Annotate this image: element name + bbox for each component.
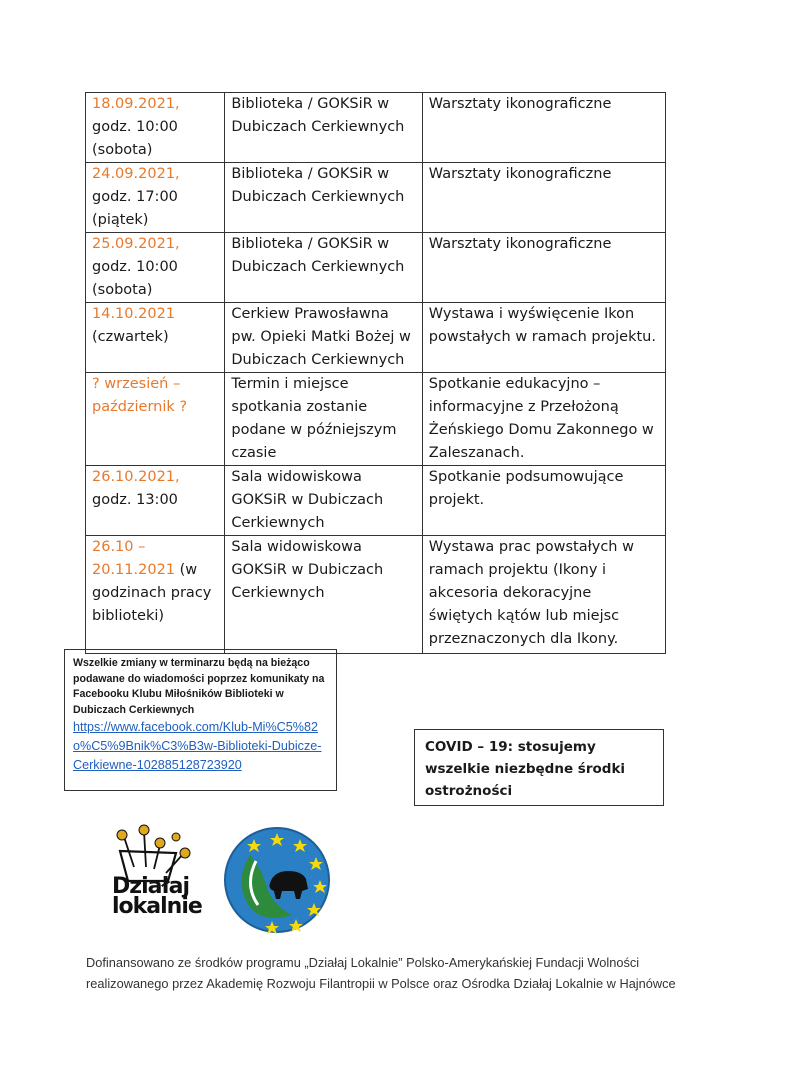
schedule-changes-notice (64, 649, 337, 791)
event-cell: Spotkanie edukacyjno – informacyjne z Przełożoną Żeńskiego Domu Zakonnego w Zaleszanach. (422, 373, 665, 466)
table-row (86, 233, 666, 303)
date-cell (86, 303, 225, 373)
date-cell (86, 163, 225, 233)
date-detail: godz. 17:00 (piątek) (92, 189, 178, 228)
table-row (86, 303, 666, 373)
place-cell: Termin i miejsce spotkania zostanie podane w późniejszym czasie (225, 373, 422, 466)
date-detail: godz. 13:00 (92, 492, 178, 508)
date-highlight: 14.10.2021 (92, 306, 176, 322)
place-cell: Cerkiew Prawosławna pw. Opieki Matki Bożej w Dubiczach Cerkiewnych (225, 303, 422, 373)
date-detail: (w godzinach pracy biblioteki) (92, 562, 212, 624)
event-cell: Warsztaty ikonograficzne (422, 233, 665, 303)
table-row (86, 163, 666, 233)
eu-bison-logo (222, 825, 332, 935)
funding-footer: Dofinansowano ze środków programu „Działaj Lokalnie” Polsko-Amerykańskiej Fundacji Wolności realizowanego przez Akademię Rozwoju Filantropii w Polsce oraz Ośrodka Działaj Lokalnie w Hajnówce (86, 955, 676, 991)
date-cell (86, 536, 225, 654)
dzialaj-lokalnie-logo (110, 823, 200, 933)
date-cell (86, 466, 225, 536)
table-row (86, 373, 666, 466)
date-detail: (czwartek) (92, 329, 169, 345)
date-detail: godz. 10:00 (sobota) (92, 119, 178, 158)
event-cell: Warsztaty ikonograficzne (422, 93, 665, 163)
place-cell: Biblioteka / GOKSiR w Dubiczach Cerkiewnych (225, 233, 422, 303)
date-highlight: 26.10.2021, (92, 469, 180, 485)
notice-text: Wszelkie zmiany w terminarzu będą na bieżąco podawane do wiadomości poprzez komunikaty na Facebooku Klubu Miłośników Biblioteki w Dubiczach Cerkiewnych (73, 657, 325, 716)
table-row (86, 93, 666, 163)
place-cell: Sala widowiskowa GOKSiR w Dubiczach Cerkiewnych (225, 466, 422, 536)
date-highlight: ? wrzesień – październik ? (92, 376, 188, 415)
table-row (86, 466, 666, 536)
date-highlight: 18.09.2021, (92, 96, 180, 112)
date-cell (86, 93, 225, 163)
logo-text (112, 874, 202, 919)
date-highlight: 25.09.2021, (92, 236, 180, 252)
logo-line-2: lokalnie (112, 894, 202, 919)
event-cell: Spotkanie podsumowujące projekt. (422, 466, 665, 536)
event-cell: Wystawa prac powstałych w ramach projektu (Ikony i akcesoria dekoracyjne świętych kątów lub miejsc przeznaczonych dla Ikony. (422, 536, 665, 654)
schedule-body (86, 93, 666, 654)
date-cell (86, 373, 225, 466)
place-cell: Biblioteka / GOKSiR w Dubiczach Cerkiewnych (225, 163, 422, 233)
date-highlight: 24.09.2021, (92, 166, 180, 182)
event-cell: Warsztaty ikonograficzne (422, 163, 665, 233)
event-cell: Wystawa i wyświęcenie Ikon powstałych w ramach projektu. (422, 303, 665, 373)
date-cell (86, 233, 225, 303)
schedule-table (85, 92, 666, 654)
date-highlight: 26.10 – 20.11.2021 (92, 539, 176, 578)
facebook-link[interactable]: https://www.facebook.com/Klub-Mi%C5%82o%C5%9Bnik%C3%B3w-Biblioteki-Dubicze-Cerkiewne-102885128723920 (73, 720, 322, 772)
covid-notice: COVID – 19: stosujemy wszelkie niezbędne środki ostrożności (414, 729, 664, 806)
table-row (86, 536, 666, 654)
date-detail: godz. 10:00 (sobota) (92, 259, 178, 298)
place-cell: Sala widowiskowa GOKSiR w Dubiczach Cerkiewnych (225, 536, 422, 654)
logo-line-1: Działaj (112, 874, 190, 899)
bison-emblem-icon (222, 825, 332, 935)
place-cell: Biblioteka / GOKSiR w Dubiczach Cerkiewnych (225, 93, 422, 163)
